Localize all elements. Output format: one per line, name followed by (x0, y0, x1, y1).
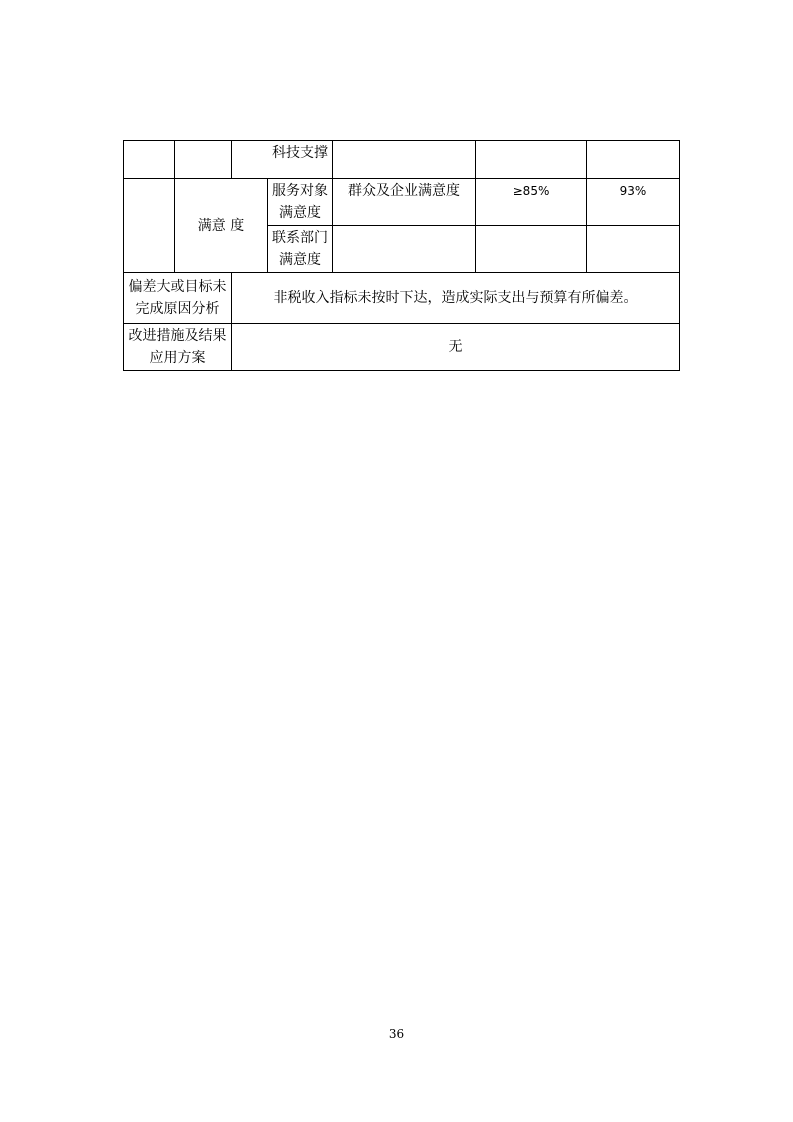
indicator-department-satisfaction (268, 226, 333, 273)
indicator-line: 满意度 (279, 252, 321, 268)
improvement-content: 无 (232, 324, 680, 371)
empty-cell (587, 226, 680, 273)
actual-value: 93% (587, 179, 680, 226)
indicator-line: 满意度 (279, 205, 321, 221)
empty-cell (333, 226, 476, 273)
indicator-service-satisfaction (268, 179, 333, 226)
indicator-line: 联系部门 (272, 230, 328, 246)
table-row-service-satisfaction (124, 179, 680, 226)
table-row-deviation (124, 273, 680, 324)
label-line: 应用方案 (149, 350, 206, 366)
label-line: 完成原因分析 (135, 301, 220, 317)
deviation-content: 非税收入指标未按时下达，造成实际支出与预算有所偏差。 (232, 273, 680, 324)
indicator-tech-support: 科技支撑 (232, 141, 333, 179)
empty-cell (476, 141, 587, 179)
page-number: 36 (388, 1027, 405, 1041)
empty-cell (476, 226, 587, 273)
label-line: 偏差大或目标未 (128, 279, 227, 295)
deviation-label (124, 273, 232, 324)
improvement-label (124, 324, 232, 371)
category-satisfaction: 满意 度 (175, 179, 268, 273)
label-line: 改进措施及结果 (128, 328, 227, 344)
target-value: ≥85% (476, 179, 587, 226)
indicator-line: 服务对象 (272, 183, 328, 199)
empty-cell (175, 141, 232, 179)
item-public-enterprise-satisfaction: 群众及企业满意度 (333, 179, 476, 226)
empty-cell (587, 141, 680, 179)
table-row-tech-support (124, 141, 680, 179)
empty-cell (124, 179, 175, 273)
empty-cell (124, 141, 175, 179)
performance-table (123, 140, 680, 371)
empty-cell (333, 141, 476, 179)
table-row-improvement (124, 324, 680, 371)
